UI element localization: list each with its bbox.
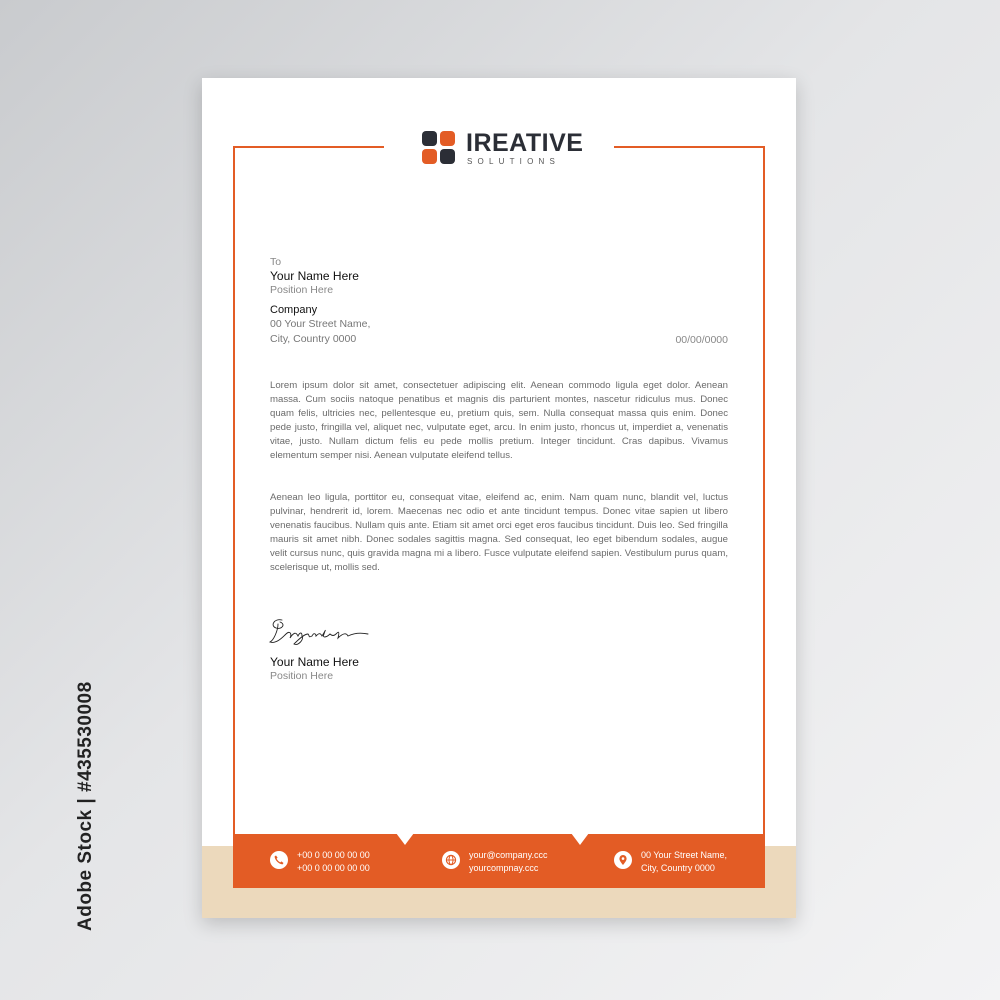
footer-notch-right [571,833,589,845]
body-paragraph-1: Lorem ipsum dolor sit amet, consectetuer adipiscing elit. Aenean commodo ligula eget dolor. Aenean massa. Cum sociis natoque penatibus et magnis dis parturient montes, nascetur ridiculus mus. Donec quam felis, ultricies nec, pellentesque eu, pretium quis, sem. Nulla consequat massa quis enim. Donec pede justo, fringilla vel, aliquet nec, vulputate eget, arcu. In enim justo, rhoncus ut, imperdiet a, venenatis vitae, justo. Nullam dictum felis eu pede mollis pretium. Integer tincidunt. Cras dapibus. Vivamus elementum semper nisi. Aenean vulputate eleifend tellus. [270,380,728,461]
letterhead-page [202,78,796,918]
phone-icon [270,851,288,869]
contact-footer [233,834,765,888]
frame-right-line [763,146,765,834]
address-line-1: 00 Your Street Name, [641,850,728,860]
recipient-company: Company [270,304,318,316]
sender-position: Position Here [270,670,334,682]
recipient-position: Position Here [270,284,334,296]
recipient-street: 00 Your Street Name, [270,318,371,330]
phone-line-2: +00 0 00 00 00 00 [297,863,370,873]
footer-notch-left [396,833,414,845]
to-label: To [270,256,282,268]
handwritten-signature [268,614,378,648]
logo-title: IREATIVE [466,129,584,157]
recipient-name: Your Name Here [270,269,359,283]
address-line-2: City, Country 0000 [641,863,715,873]
frame-top-left-line [233,146,384,148]
company-logo [422,131,582,167]
sender-name: Your Name Here [270,655,359,669]
location-pin-icon [614,851,632,869]
four-squares-logo-icon [422,131,456,165]
frame-left-line [233,146,235,834]
stock-id-label: Adobe Stock | #435530008 [75,681,96,931]
frame-top-right-line [614,146,765,148]
logo-subtitle: SOLUTIONS [467,157,561,166]
recipient-city: City, Country 0000 [270,333,357,345]
letter-date: 00/00/0000 [675,334,728,346]
website-line: yourcompnay.ccc [469,863,539,873]
globe-icon [442,851,460,869]
body-paragraph-2: Aenean leo ligula, porttitor eu, consequat vitae, eleifend ac, enim. Nam quam nunc, blandit vel, luctus pulvinar, hendrerit id, lorem. Maecenas nec odio et ante tincidunt tempus. Donec vitae sapien ut libero venenatis faucibus. Nullam quis ante. Etiam sit amet orci eget eros faucibus tincidunt. Duis leo. Sed fringilla mauris sit amet nibh. Donec sodales sagittis magna. Sed consequat, leo eget bibendum sodales, augue velit cursus nunc, quis gravida magna mi a libero. Fusce vulputate eleifend sapien. Vestibulum purus quam, scelerisque ut, mollis sed. [270,492,728,573]
phone-line-1: +00 0 00 00 00 00 [297,850,370,860]
email-line: your@company.ccc [469,850,548,860]
